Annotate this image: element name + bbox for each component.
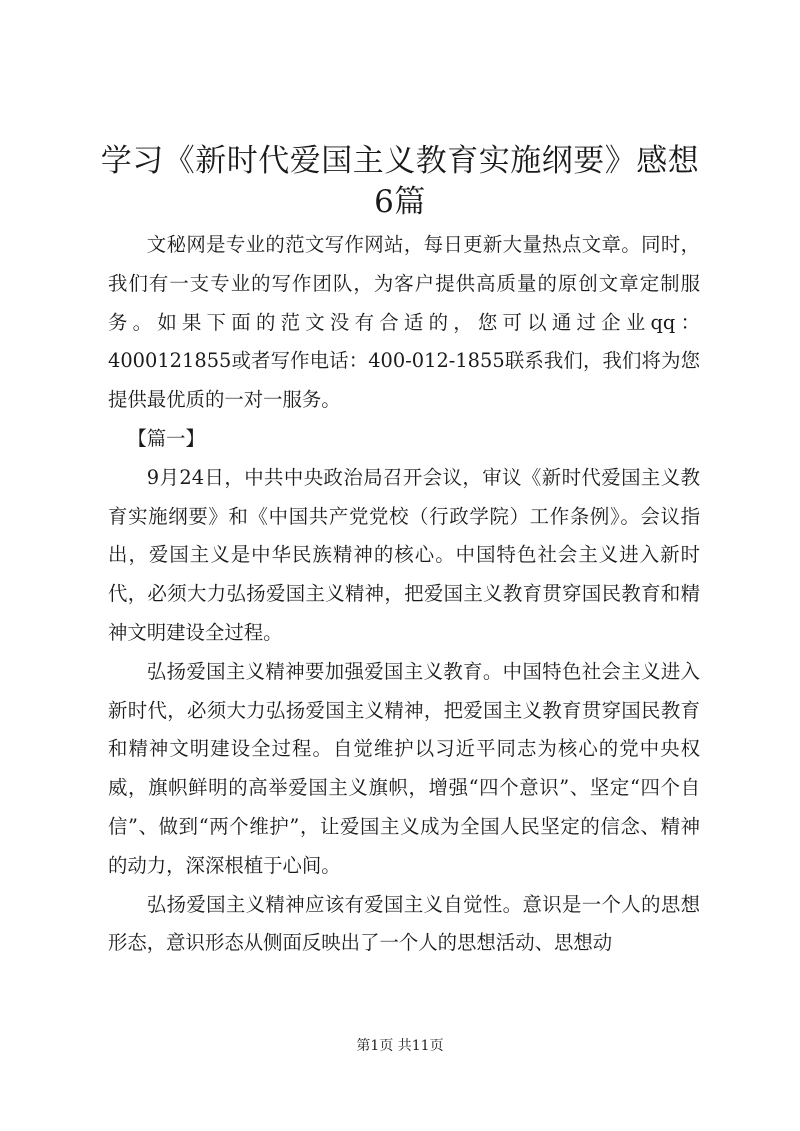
body-paragraph-1: 9月24日，中共中央政治局召开会议，审议《新时代爱国主义教育实施纲要》和《中国共产党党校（行政学院）工作条例》。会议指出，爱国主义是中华民族精神的核心。中国特色社会主义进入新时代，必须大力弘扬爱国主义精神，把爱国主义教育贯穿国民教育和精神文明建设全过程。 (108, 465, 700, 644)
document-title: 学习《新时代爱国主义教育实施纲要》感想6篇 (100, 143, 700, 220)
section-heading: 【篇一】 (127, 426, 205, 450)
intro-paragraph: 文秘网是专业的范文写作网站，每日更新大量热点文章。同时，我们有一支专业的写作团队，为客户提供高质量的原创文章定制服务。如果下面的范文没有合适的，您可以通过企业qq：4000121855或者写作电话：400-012-1855联系我们，我们将为您提供最优质的一对一服务。 (108, 233, 700, 412)
document-body (108, 226, 700, 963)
body-paragraph-3: 弘扬爱国主义精神应该有爱国主义自觉性。意识是一个人的思想形态，意识形态从侧面反映出了一个人的思想活动、思想动 (108, 892, 700, 955)
body-paragraph-2: 弘扬爱国主义精神要加强爱国主义教育。中国特色社会主义进入新时代，必须大力弘扬爱国主义精神，把爱国主义教育贯穿国民教育和精神文明建设全过程。自觉维护以习近平同志为核心的党中央权威，旗帜鲜明的高举爱国主义旗帜，增强“四个意识”、坚定“四个自信”、做到“两个维护”，让爱国主义成为全国人民坚定的信念、精神的动力，深深根植于心间。 (108, 659, 700, 877)
page-number-footer: 第1页 共11页 (356, 1038, 444, 1054)
